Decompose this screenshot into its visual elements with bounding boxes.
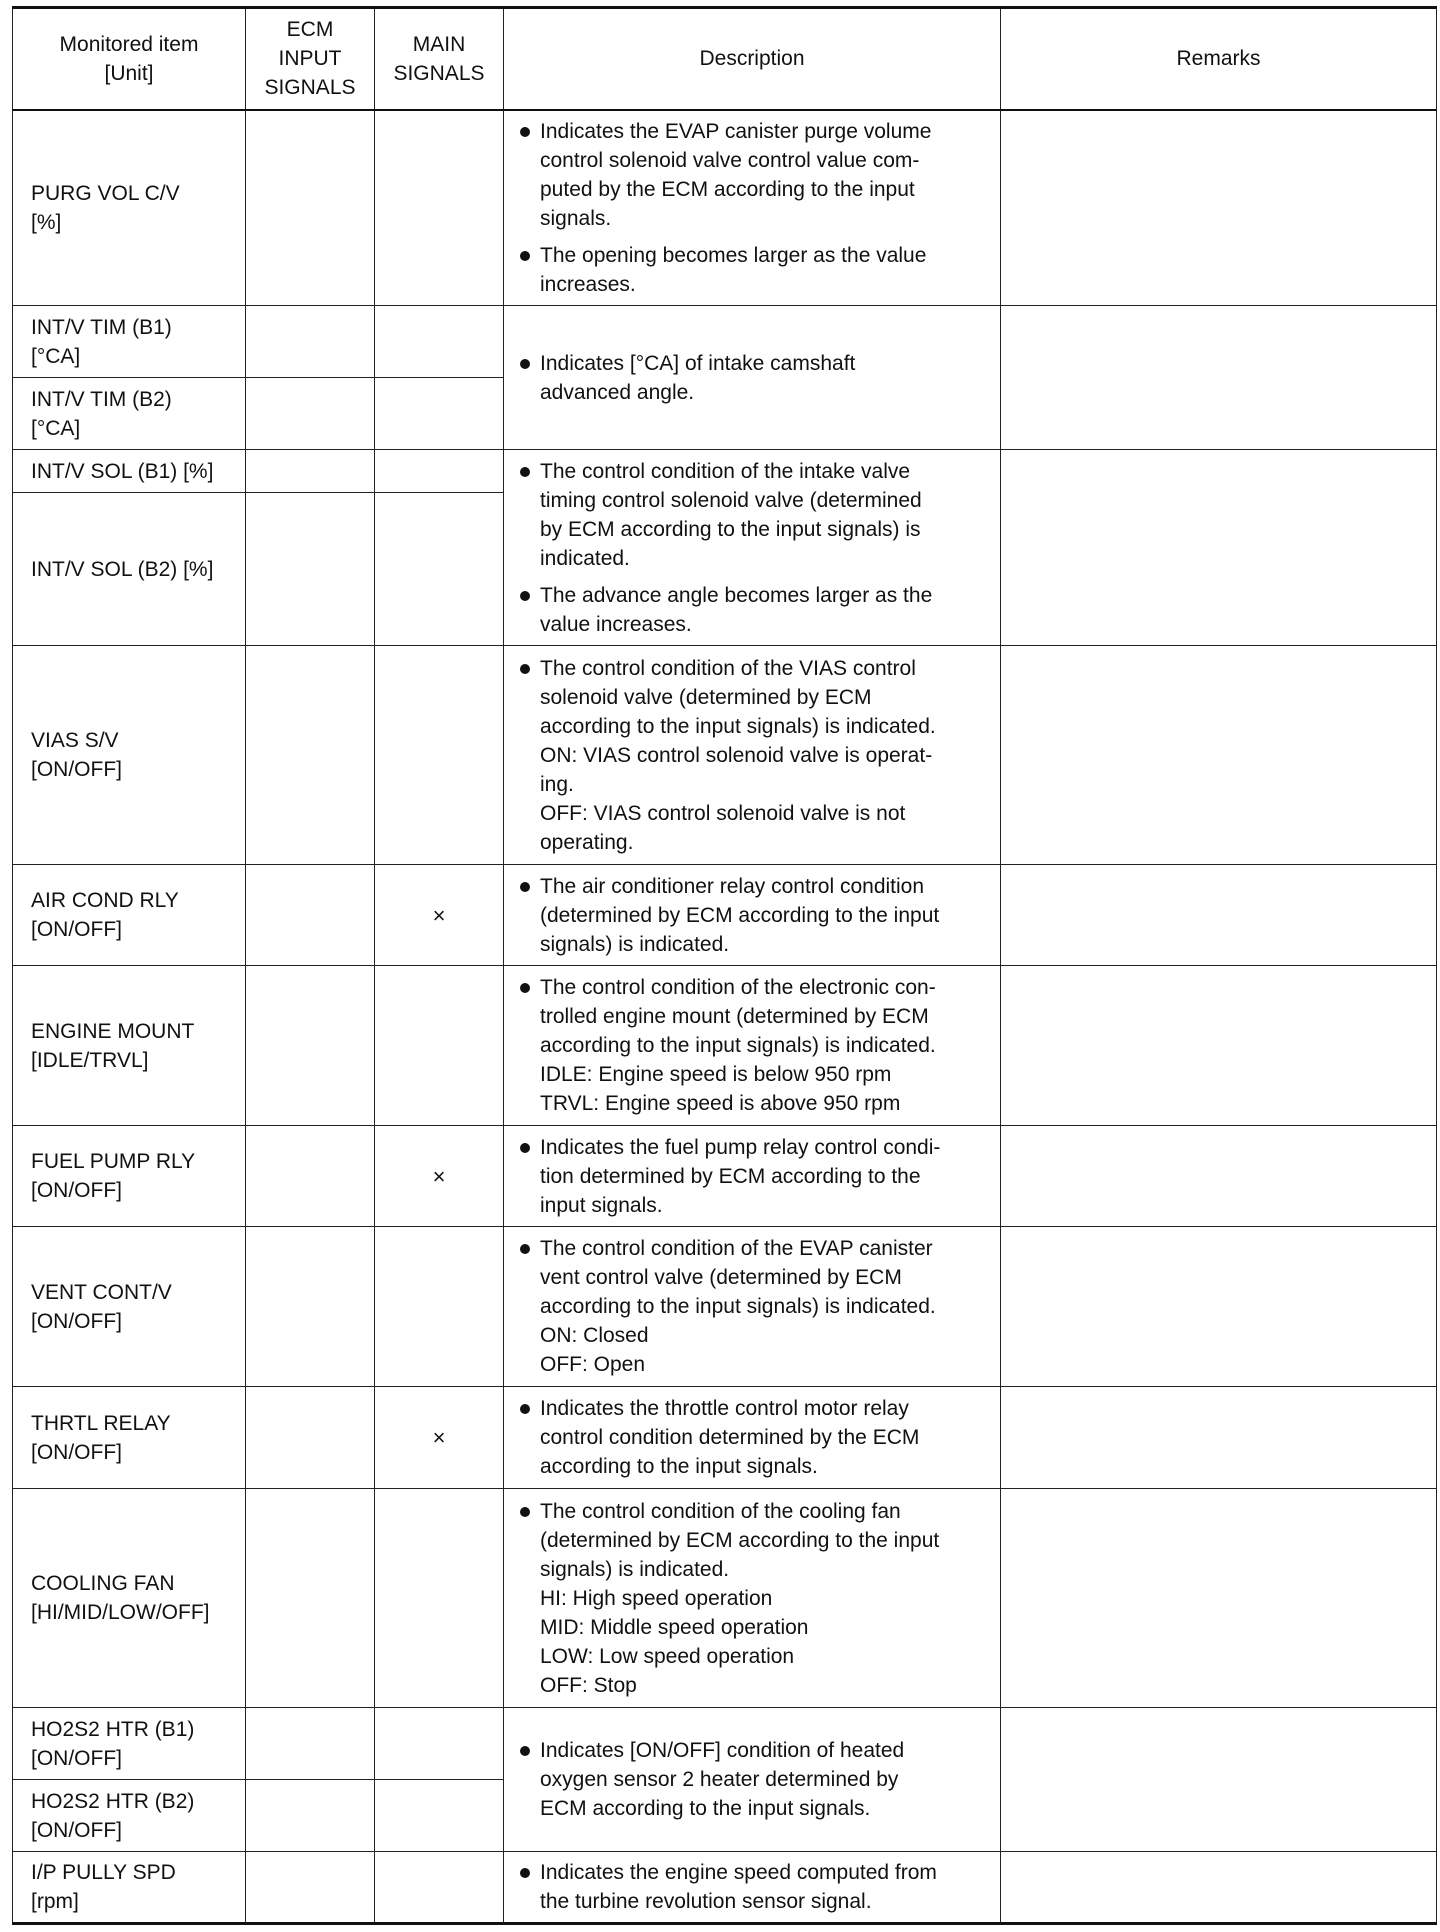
monitored-item: HO2S2 HTR (B2) [ON/OFF] [13, 1780, 246, 1852]
ecm-input-cell [246, 493, 375, 646]
remarks-cell [1001, 450, 1437, 646]
remarks-cell [1001, 966, 1437, 1126]
main-signal-cell: × [375, 1126, 504, 1227]
remarks-cell [1001, 646, 1437, 865]
table-row [13, 450, 1437, 493]
table-row [13, 306, 1437, 378]
monitored-item: INT/V SOL (B1) [%] [13, 450, 246, 493]
description-cell [504, 1708, 1001, 1852]
description-cell [504, 865, 1001, 966]
description-bullet: The control condition of the VIAS control solenoid valve (determined by ECM according to the input signals) is indicated. ON: VIAS control solenoid valve is operat- ing. OFF: VIAS control solenoid valve is not operating. [518, 654, 994, 857]
table-row [13, 1227, 1437, 1387]
remarks-cell [1001, 306, 1437, 450]
description-bullet: Indicates [ON/OFF] condition of heated oxygen sensor 2 heater determined by ECM according to the input signals. [518, 1736, 994, 1823]
main-signal-cell [375, 1489, 504, 1708]
table-row [13, 966, 1437, 1126]
description-cell [504, 1387, 1001, 1489]
ecm-input-cell [246, 1852, 375, 1924]
ecm-input-cell [246, 1780, 375, 1852]
ecm-input-cell [246, 1387, 375, 1489]
monitored-item: FUEL PUMP RLY [ON/OFF] [13, 1126, 246, 1227]
main-signal-cell [375, 1708, 504, 1780]
ecm-input-cell [246, 306, 375, 378]
description-cell [504, 1852, 1001, 1924]
ecm-input-cell [246, 1489, 375, 1708]
monitored-item: VENT CONT/V [ON/OFF] [13, 1227, 246, 1387]
table-row [13, 1852, 1437, 1924]
main-signal-cell [375, 306, 504, 378]
monitored-item: PURG VOL C/V [%] [13, 110, 246, 306]
main-signal-cell [375, 1780, 504, 1852]
description-cell [504, 450, 1001, 646]
main-signal-cell [375, 1227, 504, 1387]
description-cell [504, 306, 1001, 450]
description-bullet: Indicates [°CA] of intake camshaft advanced angle. [518, 349, 994, 407]
header-description: Description [504, 8, 1001, 110]
description-bullet: The advance angle becomes larger as the value increases. [518, 581, 994, 639]
description-bullet: The control condition of the intake valve timing control solenoid valve (determined by ECM according to the input signals) is indicated. [518, 457, 994, 573]
ecm-input-cell [246, 110, 375, 306]
description-cell [504, 110, 1001, 306]
main-signal-cell: × [375, 865, 504, 966]
description-bullet: The control condition of the cooling fan (determined by ECM according to the input signals) is indicated. HI: High speed operation MID: Middle speed operation LOW: Low speed operation OFF: Stop [518, 1497, 994, 1700]
monitored-item: INT/V TIM (B2) [°CA] [13, 378, 246, 450]
ecm-input-cell [246, 1708, 375, 1780]
description-bullet: The control condition of the EVAP canister vent control valve (determined by ECM according to the input signals) is indicated. ON: Closed OFF: Open [518, 1234, 994, 1379]
description-bullet: The opening becomes larger as the value increases. [518, 241, 994, 299]
monitored-item: THRTL RELAY [ON/OFF] [13, 1387, 246, 1489]
monitor-items-table [12, 6, 1437, 1925]
main-signal-cell [375, 450, 504, 493]
remarks-cell [1001, 865, 1437, 966]
ecm-input-cell [246, 378, 375, 450]
monitored-item: ENGINE MOUNT [IDLE/TRVL] [13, 966, 246, 1126]
table-row [13, 1126, 1437, 1227]
remarks-cell [1001, 1126, 1437, 1227]
description-bullet: Indicates the engine speed computed from the turbine revolution sensor signal. [518, 1858, 994, 1916]
monitored-item: INT/V TIM (B1) [°CA] [13, 306, 246, 378]
table-row [13, 1387, 1437, 1489]
remarks-cell [1001, 110, 1437, 306]
header-ecm-input-signals: ECM INPUT SIGNALS [246, 8, 375, 110]
monitored-item: COOLING FAN [HI/MID/LOW/OFF] [13, 1489, 246, 1708]
monitored-item: INT/V SOL (B2) [%] [13, 493, 246, 646]
main-signal-cell [375, 1852, 504, 1924]
main-signal-cell [375, 110, 504, 306]
monitored-item: AIR COND RLY [ON/OFF] [13, 865, 246, 966]
description-cell [504, 1489, 1001, 1708]
monitored-item: VIAS S/V [ON/OFF] [13, 646, 246, 865]
description-bullet: Indicates the fuel pump relay control condi- tion determined by ECM according to the input signals. [518, 1133, 994, 1220]
remarks-cell [1001, 1227, 1437, 1387]
description-cell [504, 1227, 1001, 1387]
description-bullet: Indicates the throttle control motor relay control condition determined by the ECM according to the input signals. [518, 1394, 994, 1481]
main-signal-cell [375, 493, 504, 646]
remarks-cell [1001, 1387, 1437, 1489]
description-cell [504, 1126, 1001, 1227]
ecm-input-cell [246, 1227, 375, 1387]
ecm-input-cell [246, 865, 375, 966]
main-signal-cell [375, 378, 504, 450]
monitored-item: I/P PULLY SPD [rpm] [13, 1852, 246, 1924]
table-row [13, 646, 1437, 865]
description-bullet: The air conditioner relay control condition (determined by ECM according to the input signals) is indicated. [518, 872, 994, 959]
main-signal-cell [375, 966, 504, 1126]
remarks-cell [1001, 1852, 1437, 1924]
ecm-input-cell [246, 450, 375, 493]
table-row [13, 110, 1437, 306]
ecm-input-cell [246, 966, 375, 1126]
header-remarks: Remarks [1001, 8, 1437, 110]
description-bullet: The control condition of the electronic con- trolled engine mount (determined by ECM according to the input signals) is indicated. IDLE: Engine speed is below 950 rpm TRVL: Engine speed is above 950 rpm [518, 973, 994, 1118]
main-signal-cell: × [375, 1387, 504, 1489]
monitored-item: HO2S2 HTR (B1) [ON/OFF] [13, 1708, 246, 1780]
description-cell [504, 646, 1001, 865]
table-row [13, 1489, 1437, 1708]
description-cell [504, 966, 1001, 1126]
header-main-signals: MAIN SIGNALS [375, 8, 504, 110]
header-row [13, 8, 1437, 110]
remarks-cell [1001, 1489, 1437, 1708]
ecm-input-cell [246, 1126, 375, 1227]
remarks-cell [1001, 1708, 1437, 1852]
main-signal-cell [375, 646, 504, 865]
header-monitored-item: Monitored item [Unit] [13, 8, 246, 110]
table-row [13, 865, 1437, 966]
description-bullet: Indicates the EVAP canister purge volume control solenoid valve control value com- puted by the ECM according to the input signals. [518, 117, 994, 233]
ecm-input-cell [246, 646, 375, 865]
table-row [13, 1708, 1437, 1780]
